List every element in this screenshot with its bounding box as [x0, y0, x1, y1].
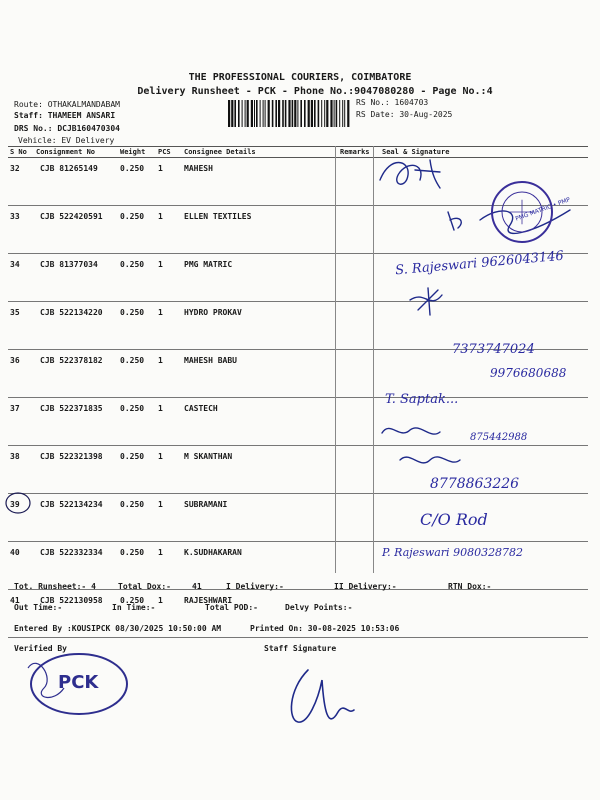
barcode	[228, 100, 352, 127]
sno: 39	[8, 494, 34, 542]
verified-by: Verified By	[14, 644, 67, 653]
handwriting-row36-num1: 7373747024	[452, 342, 535, 357]
consignee: K.SUDHAKARAN	[182, 542, 338, 590]
consignment-no: CJB 522420591	[34, 206, 118, 254]
weight: 0.250	[118, 398, 156, 446]
printed-on: Printed On: 30-08-2025 10:53:06	[250, 624, 400, 633]
sno: 34	[8, 254, 34, 302]
consignment-no: CJB 522378182	[34, 350, 118, 398]
consignee: ELLEN TEXTILES	[182, 206, 338, 254]
remarks-divider	[335, 146, 336, 573]
staff: Staff: THAMEEM ANSARI	[14, 111, 116, 120]
consignment-no: CJB 81377034	[34, 254, 118, 302]
handwriting-row36-num2: 9976680688	[490, 366, 567, 380]
total-dox-label: Total Dox:-	[118, 582, 171, 591]
consignment-no: CJB 522134234	[34, 494, 118, 542]
staff-signature-label: Staff Signature	[264, 644, 337, 653]
consignee: HYDRO PROKAV	[182, 302, 338, 350]
sno: 41	[8, 590, 34, 638]
signature-area	[370, 150, 600, 570]
ii-delivery: II Delivery:-	[334, 582, 397, 591]
handwriting-row41: P. Rajeswari 9080328782	[382, 546, 524, 559]
round-stamp-text: PMG MATRIC • PMP	[514, 196, 572, 223]
consignment-no: CJB 522321398	[34, 446, 118, 494]
weight: 0.250	[118, 494, 156, 542]
weight: 0.250	[118, 590, 156, 638]
col-weight: Weight	[118, 147, 156, 158]
handwriting-row34: S. Rajeswari 9626043146	[394, 248, 565, 279]
col-consignee: Consignee Details	[182, 147, 338, 158]
pck-stamp-text: PCK	[58, 672, 99, 693]
circle-mark-icon	[4, 490, 34, 516]
consignment-no: CJB 81265149	[34, 158, 118, 206]
drs-number: DRS No.: DCJB160470304	[14, 124, 120, 133]
pcs: 1	[156, 302, 182, 350]
pcs: 1	[156, 254, 182, 302]
signature-row38-icon	[382, 428, 440, 434]
signature-row32-icon	[380, 160, 440, 188]
pcs: 1	[156, 542, 182, 590]
consignment-no: CJB 522332334	[34, 542, 118, 590]
consignment-no: CJB 522371835	[34, 398, 118, 446]
sno: 36	[8, 350, 34, 398]
consignee: RAJESHWARI	[182, 590, 338, 638]
vehicle: Vehicle: EV Delivery	[18, 136, 115, 145]
route: Route: OTHAKALMANDABAM	[14, 100, 120, 109]
consignee: MAHESH	[182, 158, 338, 206]
consignment-no: CJB 522134220	[34, 302, 118, 350]
consignment-no: CJB 522130958	[34, 590, 118, 638]
col-sno: S No	[8, 147, 34, 158]
in-time: In Time:-	[112, 603, 156, 612]
sno: 35	[8, 302, 34, 350]
i-delivery: I Delivery:-	[226, 582, 284, 591]
sno: 38	[8, 446, 34, 494]
consignee: MAHESH BABU	[182, 350, 338, 398]
pcs: 1	[156, 158, 182, 206]
handwriting-row38: 875442988	[470, 432, 528, 443]
sno: 33	[8, 206, 34, 254]
company-title: THE PROFESSIONAL COURIERS, COIMBATORE	[188, 72, 412, 83]
entered-by: Entered By :KOUSIPCK 08/30/2025 10:50:00 AM	[14, 624, 222, 633]
pcs: 1	[156, 398, 182, 446]
pcs: 1	[156, 446, 182, 494]
staff-signature-icon	[278, 660, 368, 740]
col-consignment: Consignment No	[34, 147, 118, 158]
rtn-dox: RTN Dox:-	[448, 582, 492, 591]
consignee: SUBRAMANI	[182, 494, 338, 542]
rs-number: RS No.: 1604703	[356, 98, 429, 107]
total-pod: Total POD:-	[205, 603, 258, 612]
col-remarks: Remarks	[338, 147, 380, 158]
pcs: 1	[156, 590, 182, 638]
handwriting-row37: T. Saptak...	[385, 392, 459, 407]
weight: 0.250	[118, 350, 156, 398]
consignee: PMG MATRIC	[182, 254, 338, 302]
sno: 32	[8, 158, 34, 206]
weight: 0.250	[118, 542, 156, 590]
runsheet-title: Delivery Runsheet - PCK - Phone No.:9047080280 - Page No.:4	[137, 86, 493, 97]
handwriting-row39: 8778863226	[430, 476, 520, 492]
weight: 0.250	[118, 254, 156, 302]
weight: 0.250	[118, 158, 156, 206]
col-pcs: PCS	[156, 147, 182, 158]
weight: 0.250	[118, 302, 156, 350]
pcs: 1	[156, 350, 182, 398]
consignee: CASTECH	[182, 398, 338, 446]
tot-runsheet: Tot. Runsheet:- 4	[14, 582, 96, 591]
consignee: M SKANTHAN	[182, 446, 338, 494]
signature-row39-icon	[400, 457, 460, 463]
delvy-points: Delvy Points:-	[285, 603, 353, 612]
weight: 0.250	[118, 206, 156, 254]
pcs: 1	[156, 206, 182, 254]
signature-row35-icon	[410, 288, 442, 315]
seal	[380, 590, 588, 638]
total-dox-value: 41	[192, 582, 202, 591]
out-time: Out Time:-	[14, 603, 63, 612]
handwriting-row40: C/O Rod	[420, 510, 488, 529]
weight: 0.250	[118, 446, 156, 494]
col-seal: Seal & Signature	[380, 147, 588, 158]
pcs: 1	[156, 494, 182, 542]
rs-date: RS Date: 30-Aug-2025	[356, 110, 453, 119]
sno: 37	[8, 398, 34, 446]
sno: 40	[8, 542, 34, 590]
